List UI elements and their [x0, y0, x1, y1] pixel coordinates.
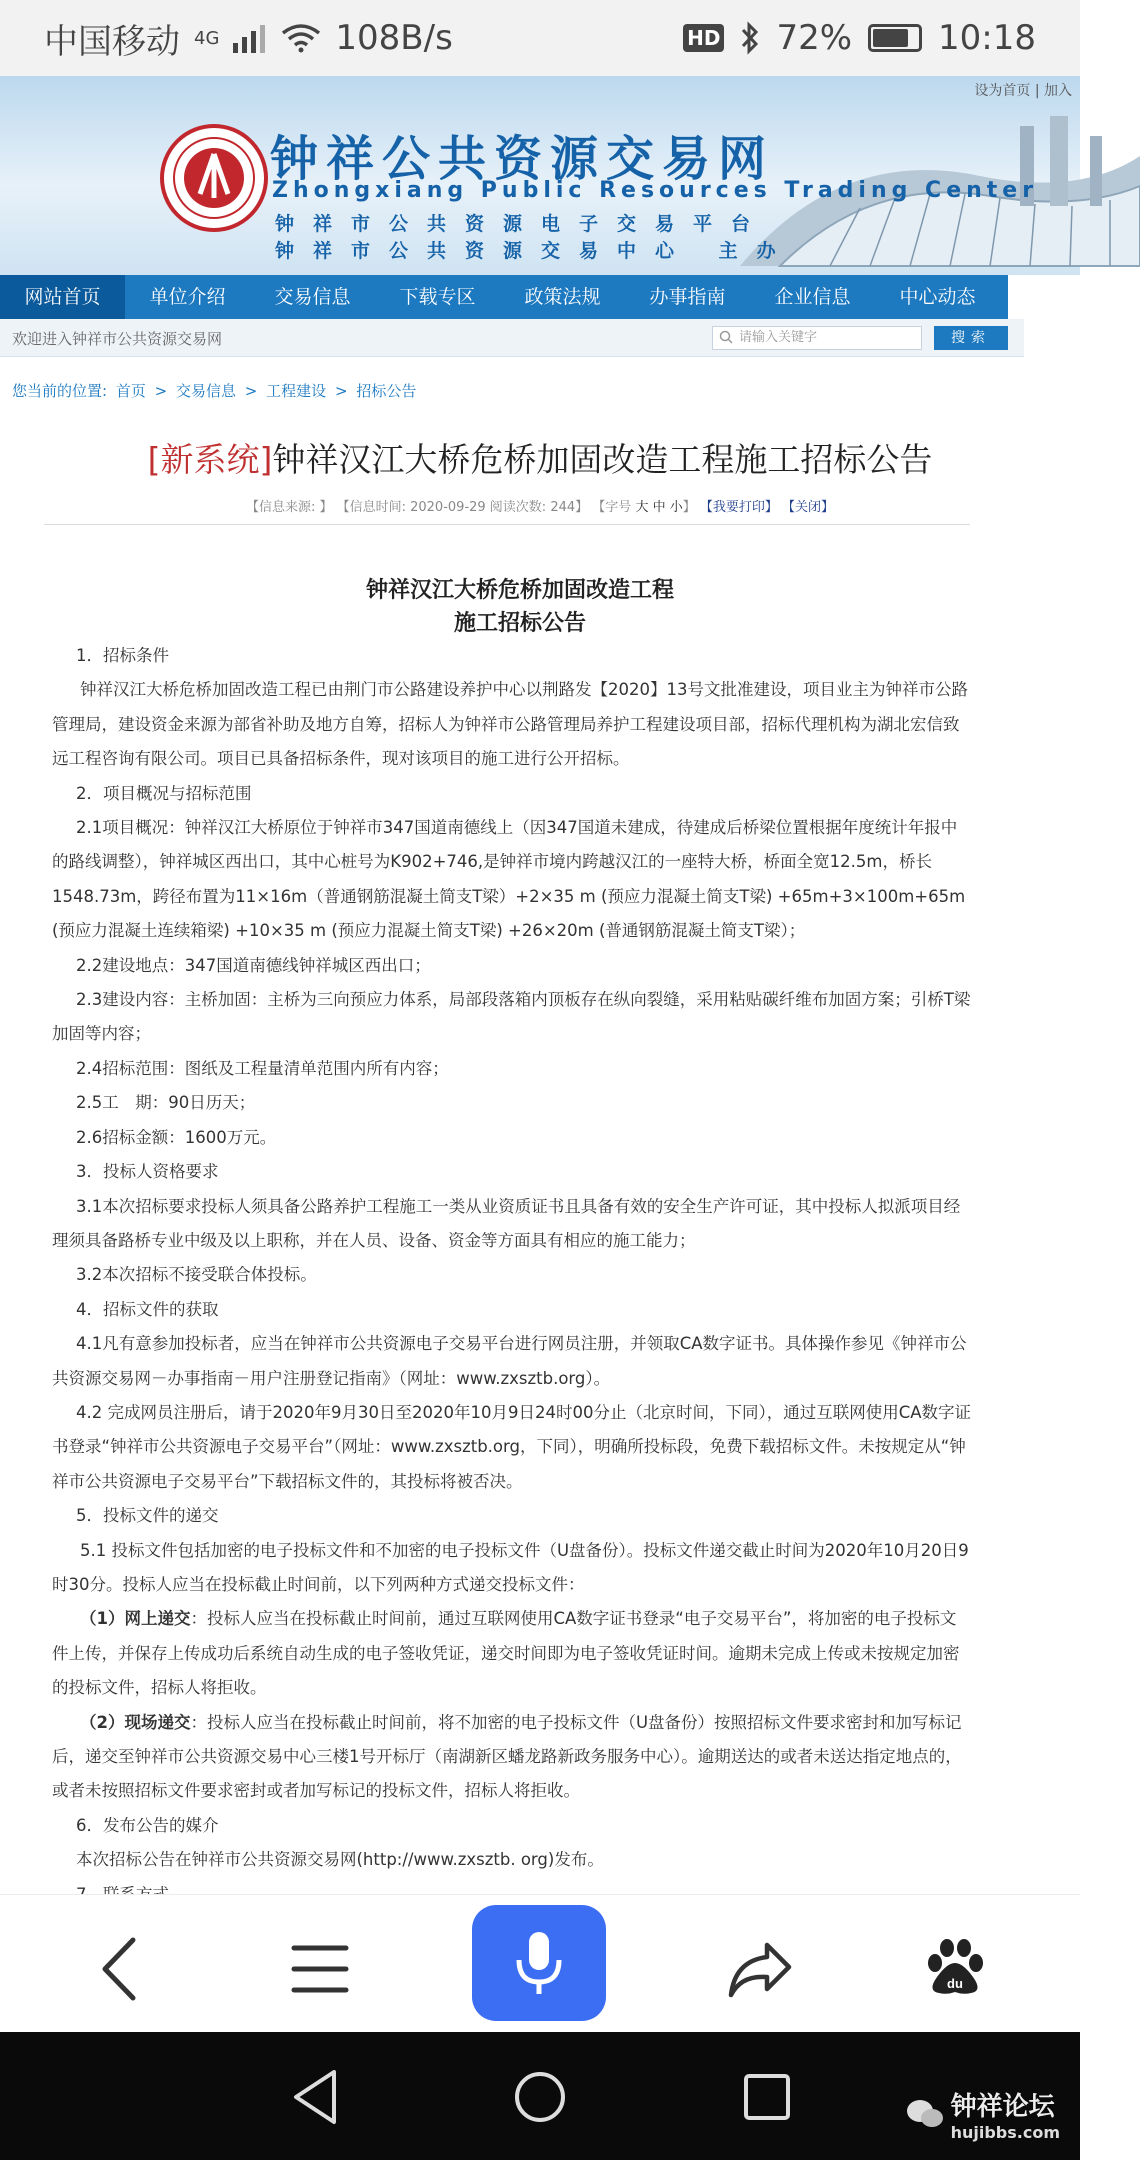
nav-guide[interactable]: 办事指南: [649, 286, 726, 308]
paragraph: 3.1本次招标要求投标人须具备公路养护工程施工一类从业资质证书且具备有效的安全生产许可证，其中投标人拟派项目经理须具备路桥专业中级及以上职称，并在人员、设备、资金等方面具有相应的施工能力；: [52, 1196, 961, 1250]
nav-recents-icon[interactable]: [732, 2062, 802, 2132]
web-page: [0, 76, 1080, 1894]
bluetooth-icon: [740, 21, 760, 55]
site-banner: [0, 76, 1080, 275]
meta-time: 【信息时间: 2020-09-29 阅读次数: 244】: [336, 500, 589, 515]
print-link[interactable]: 【我要打印】: [699, 500, 778, 515]
menu-icon: [290, 1942, 350, 1996]
paragraph: 2.4招标范围：图纸及工程量清单范围内所有内容；: [76, 1058, 449, 1078]
site-subtitle-host: 钟祥市公共资源交易中心 主办: [275, 240, 795, 262]
nav-home-icon[interactable]: [505, 2062, 575, 2132]
breadcrumb: [12, 380, 420, 401]
paragraph: 2.2建设地点：347国道南德线钟祥城区西出口；: [76, 955, 431, 975]
back-button[interactable]: [70, 1919, 170, 2019]
breadcrumb-item-home[interactable]: 首页: [115, 382, 146, 400]
status-bar: [0, 0, 1080, 76]
meta-bracket: 】: [682, 500, 696, 515]
doc-title-line1: 钟祥汉江大桥危桥加固改造工程: [365, 578, 674, 603]
baidu-button[interactable]: [905, 1919, 1005, 2019]
baidu-paw-icon: [923, 1937, 987, 2001]
site-logo: [160, 124, 268, 232]
watermark-site: hujibbs.com: [950, 2123, 1060, 2142]
nav-enterprise[interactable]: 企业信息: [774, 286, 851, 308]
main-nav: [0, 275, 1008, 319]
share-icon: [727, 1939, 793, 1999]
new-system-tag: [新系统]: [147, 440, 273, 479]
network-speed: 108B/s: [335, 18, 453, 58]
nav-back-icon[interactable]: [282, 2062, 352, 2132]
site-subtitle-platform: 钟祥市公共资源电子交易平台: [275, 213, 770, 235]
breadcrumb-label: 您当前的位置:: [12, 382, 108, 400]
welcome-text: 欢迎进入钟祥市公共资源交易网: [12, 330, 223, 348]
meta-source: 【信息来源: 】: [245, 500, 333, 515]
nav-news[interactable]: 中心动态: [899, 286, 976, 308]
welcome-bar: [0, 319, 1024, 357]
voice-search-button[interactable]: [472, 1905, 606, 2021]
submit-online-label: （1）网上递交: [80, 1609, 191, 1629]
site-name-en: Zhongxiang Public Resources Trading Center: [272, 178, 1039, 203]
nav-trading-info[interactable]: 交易信息: [274, 286, 351, 308]
section-heading: 6．发布公告的媒介: [76, 1815, 219, 1835]
paragraph: 4.1凡有意参加投标者，应当在钟祥市公共资源电子交易平台进行网员注册，并领取CA数字证书。具体操作参见《钟祥市公共资源交易网－办事指南－用户注册登记指南》（网址：www.zxsztb.org）。: [52, 1334, 967, 1388]
carrier-label: 中国移动: [44, 21, 180, 62]
submit-onsite-text: ：投标人应当在投标截止时间前，将不加密的电子投标文件（U盘备份）按照招标文件要求密封和加写标记后，递交至钟祥市公共资源交易中心三楼1号开标厅（南湖新区蟠龙路新政务服务中心）。逾期送达的或者未送达指定地点的，或者未按照招标文件要求密封或者加写标记的投标文件，招标人将拒收。: [52, 1712, 962, 1801]
watermark-name: 钟祥论坛: [950, 2092, 1055, 2122]
wifi-icon: [281, 23, 321, 53]
close-link[interactable]: 【关闭】: [782, 500, 835, 515]
breadcrumb-item-engineering[interactable]: 工程建设: [266, 382, 327, 400]
doc-title-line2: 施工招标公告: [453, 611, 586, 636]
battery-percent: 72%: [776, 18, 853, 58]
divider: [44, 524, 970, 525]
hd-icon: HD: [683, 24, 724, 52]
paragraph: [52, 1602, 972, 1705]
search-button[interactable]: 搜索: [934, 326, 1008, 350]
breadcrumb-item-trading[interactable]: 交易信息: [176, 382, 237, 400]
section-heading: 5．投标文件的递交: [76, 1506, 219, 1526]
nav-about[interactable]: 单位介绍: [149, 286, 226, 308]
nav-downloads[interactable]: 下载专区: [399, 286, 476, 308]
site-name: 钟祥公共资源交易网: [270, 131, 775, 187]
article-title: [0, 434, 1080, 481]
font-size-options[interactable]: 大 中 小: [635, 500, 683, 515]
paragraph: 2.3建设内容：主桥加固：主桥为三向预应力体系，局部段落箱内顶板存在纵向裂缝，采用粘贴碳纤维布加固方案；引桥T梁加固等内容；: [52, 990, 971, 1044]
paragraph: 2.6招标金额：1600万元。: [76, 1127, 277, 1147]
section-heading: 1．招标条件: [76, 646, 169, 665]
menu-button[interactable]: [270, 1919, 370, 2019]
submit-online-text: ：投标人应当在投标截止时间前，通过互联网使用CA数字证书登录“电子交易平台”，将加密的电子投标文件上传，并保存上传成功后系统自动生成的电子签收凭证，递交时间即为电子签收凭证时间。逾期未完成上传或未按规定加密的投标文件，招标人将拒收。: [52, 1609, 960, 1698]
nav-home[interactable]: 网站首页: [0, 275, 125, 319]
breadcrumb-sep: >: [154, 382, 168, 400]
article-meta: [0, 496, 1080, 515]
browser-toolbar: [0, 1894, 1080, 2032]
section-heading: 3．投标人资格要求: [76, 1162, 219, 1182]
paragraph: [52, 1706, 972, 1809]
breadcrumb-item-bidding[interactable]: 招标公告: [356, 382, 417, 400]
search-input[interactable]: 请输入关键字: [712, 326, 922, 350]
section-heading: 4．招标文件的获取: [76, 1299, 219, 1319]
signal-icon: [233, 23, 267, 53]
system-nav-bar: [0, 2032, 1080, 2160]
paragraph: 5.1 投标文件包括加密的电子投标文件和不加密的电子投标文件（U盘备份）。投标文件递交截止时间为2020年10月20日9时30分。投标人应当在投标截止时间前，以下列两种方式递交投标文件：: [52, 1540, 969, 1594]
paragraph: 4.2 完成网员注册后，请于2020年9月30日至2020年10月9日24时00分止（北京时间，下同），通过互联网使用CA数字证书登录“钟祥市公共资源电子交易平台”（网址：www.zxsztb.org，下同），明确所投标段，免费下载招标文件。未按规定从“钟祥市公共资源电子交易平台”下载招标文件的，其投标将被否决。: [52, 1402, 972, 1491]
share-button[interactable]: [710, 1919, 810, 2019]
search-icon: [719, 330, 733, 344]
battery-level: [873, 29, 908, 47]
nav-policies[interactable]: 政策法规: [524, 286, 601, 308]
microphone-icon: [511, 1928, 567, 1998]
article-body: [52, 639, 972, 1912]
paragraph: 3.2本次招标不接受联合体投标。: [76, 1265, 317, 1285]
section-heading: 2．项目概况与招标范围: [76, 783, 252, 803]
paragraph: 2.1项目概况：钟祥汉江大桥原位于钟祥市347国道南德线上（因347国道未建成，待建成后桥梁位置根据年度统计年报中的路线调整），钟祥城区西出口，其中心桩号为K902+746,是钟祥市境内跨越汉江的一座特大桥，桥面全宽12.5m，桥长1548.73m，跨径布置为11×16m（普通钢筋混凝土简支T梁）+2×35 m (预应力混凝土简支T梁) +65m+3×100m+65m (预应力混凝土连续箱梁) +10×35 m (预应力混凝土简支T梁) +26×20m (普通钢筋混凝土简支T梁）；: [52, 818, 966, 941]
svg-text:du: du: [947, 1976, 963, 1991]
breadcrumb-sep: >: [244, 382, 258, 400]
watermark: [905, 2086, 1060, 2142]
submit-onsite-label: （2）现场递交: [80, 1712, 191, 1732]
network-type: 4G: [194, 27, 220, 49]
paragraph: 2.5工 期：90日历天；: [76, 1093, 256, 1113]
wechat-icon: [905, 2097, 945, 2131]
top-links[interactable]: 设为首页 | 加入: [974, 83, 1072, 99]
clock: 10:18: [938, 18, 1036, 58]
breadcrumb-sep: >: [334, 382, 348, 400]
meta-font-label: 【字号: [592, 500, 632, 515]
back-arrow-icon: [95, 1934, 145, 2004]
paragraph: 钟祥汉江大桥危桥加固改造工程已由荆门市公路建设养护中心以荆路发【2020】13号文批准建设，项目业主为钟祥市公路管理局，建设资金来源为部省补助及地方自筹，招标人为钟祥市公路管理局养护工程建设项目部，招标代理机构为湖北宏信致远工程咨询有限公司。项目已具备招标条件，现对该项目的施工进行公开招标。: [52, 680, 968, 769]
paragraph: 本次招标公告在钟祥市公共资源交易网(http://www.zxsztb. org)发布。: [76, 1850, 604, 1870]
battery-icon: [868, 24, 922, 52]
article-title-text: 钟祥汉江大桥危桥加固改造工程施工招标公告: [272, 440, 933, 479]
